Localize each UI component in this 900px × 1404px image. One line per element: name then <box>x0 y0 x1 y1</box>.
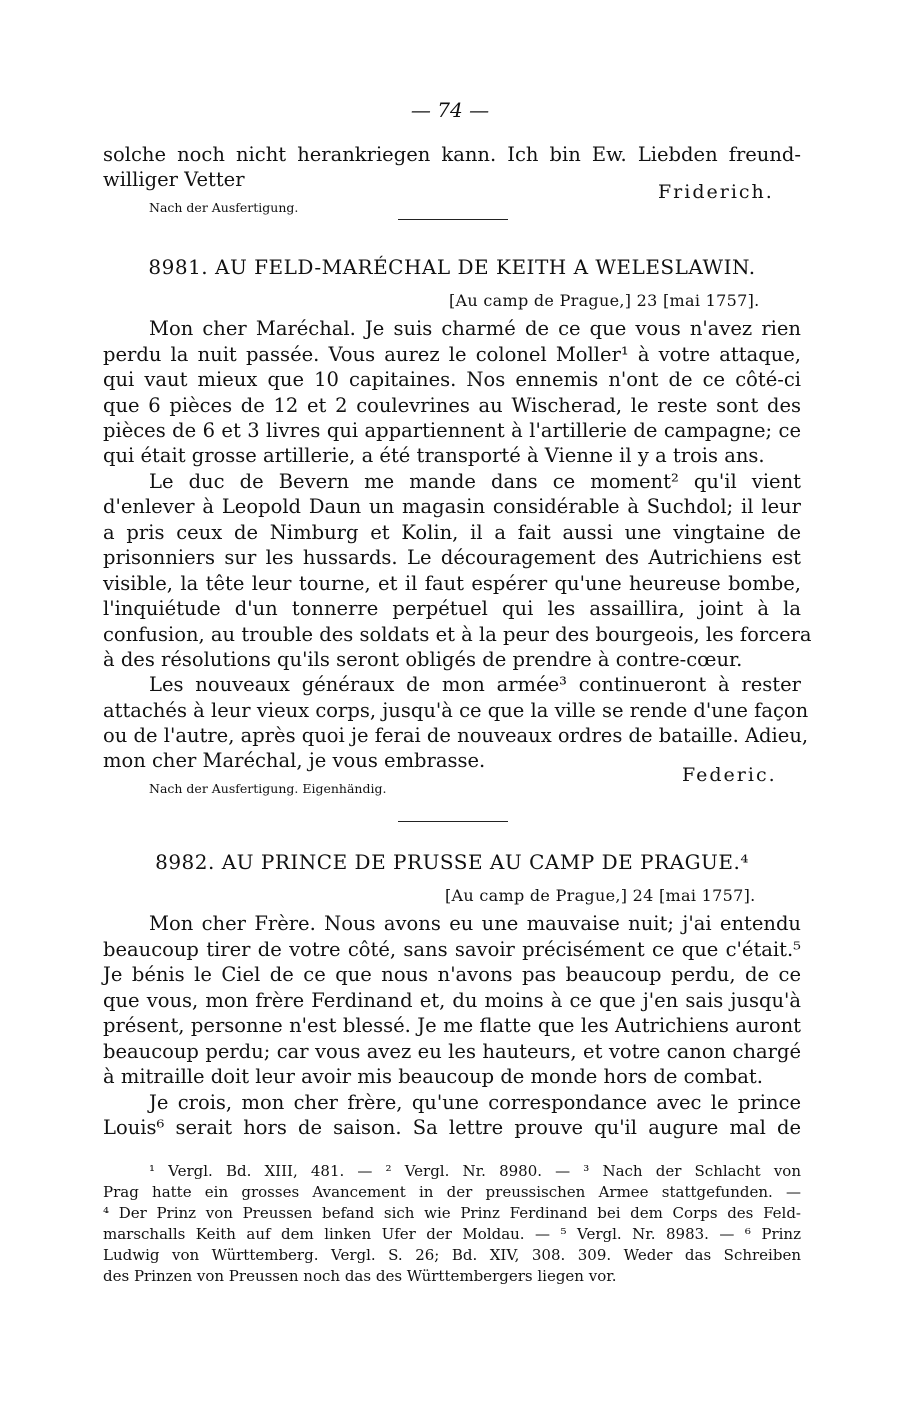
signature: Federic. <box>682 764 777 786</box>
text-line: qui était grosse artillerie, a été transporté à Vienne il y a trois ans. <box>103 444 765 467</box>
text-line: Mon cher Frère. Nous avons eu une mauvaise nuit; j'ai entendu <box>149 912 801 935</box>
dateline: [Au camp de Prague,] 23 [mai 1757]. <box>449 291 760 310</box>
source-note: Nach der Ausfertigung. <box>149 200 299 215</box>
text-line: Louis⁶ serait hors de saison. Sa lettre prouve qu'il augure mal de <box>103 1116 801 1139</box>
text-line: attachés à leur vieux corps, jusqu'à ce que la ville se rende d'une façon <box>103 699 809 722</box>
text-line: d'enlever à Leopold Daun un magasin considérable à Suchdol; il leur <box>103 495 801 518</box>
text-line: que 6 pièces de 12 et 2 coulevrines au Wischerad, le reste sont des <box>103 394 801 417</box>
signature: Friderich. <box>658 181 774 203</box>
text-line: que vous, mon frère Ferdinand et, du moins à ce que j'en sais jusqu'à <box>103 989 801 1012</box>
text-line: ou de l'autre, après quoi je ferai de nouveaux ordres de bataille. Adieu, <box>103 724 809 747</box>
footnote-line: ¹ Vergl. Bd. XIII, 481. — ² Vergl. Nr. 8980. — ³ Nach der Schlacht von <box>149 1162 801 1180</box>
text-line: Je crois, mon cher frère, qu'une correspondance avec le prince <box>149 1091 801 1114</box>
text-line: a pris ceux de Nimburg et Kolin, il a fait aussi une vingtaine de <box>103 521 801 544</box>
footnote-line: Ludwig von Württemberg. Vergl. S. 26; Bd. XIV, 308. 309. Weder das Schreiben <box>103 1246 801 1264</box>
text-line: williger Vetter <box>103 168 245 191</box>
text-line: présent, personne n'est blessé. Je me flatte que les Autrichiens auront <box>103 1014 801 1037</box>
text-line: Mon cher Maréchal. Je suis charmé de ce que vous n'avez rien <box>149 317 801 340</box>
text-line: Je bénis le Ciel de ce que nous n'avons pas beaucoup perdu, de ce <box>103 963 801 986</box>
footnote-line: des Prinzen von Preussen noch das des Württembergers liegen vor. <box>103 1267 617 1285</box>
section-divider <box>398 821 508 822</box>
text-line: à des résolutions qu'ils seront obligés de prendre à contre-cœur. <box>103 648 743 671</box>
text-line: solche noch nicht herankriegen kann. Ich bin Ew. Liebden freund- <box>103 143 801 166</box>
text-line: à mitraille doit leur avoir mis beaucoup de monde hors de combat. <box>103 1065 763 1088</box>
text-line: confusion, au trouble des soldats et à la peur des bourgeois, les forcera <box>103 623 812 646</box>
text-line: qui vaut mieux que 10 capitaines. Nos ennemis n'ont de ce côté-ci <box>103 368 801 391</box>
text-line: mon cher Maréchal, je vous embrasse. <box>103 749 486 772</box>
text-line: beaucoup perdu; car vous avez eu les hauteurs, et votre canon chargé <box>103 1040 801 1063</box>
page-number: — 74 — <box>410 98 490 122</box>
text-line: Les nouveaux généraux de mon armée³ continueront à rester <box>149 673 801 696</box>
section-divider <box>398 219 508 220</box>
footnote-line: marschalls Keith auf dem linken Ufer der Moldau. — ⁵ Vergl. Nr. 8983. — ⁶ Prinz <box>103 1225 801 1243</box>
text-line: visible, la tête leur tourne, et il faut espérer qu'une heureuse bombe, <box>103 572 801 595</box>
letter-heading: 8981. AU FELD-MARÉCHAL DE KEITH A WELESLAWIN. <box>148 255 756 279</box>
text-line: l'inquiétude d'un tonnerre perpétuel qui les assaillira, joint à la <box>103 597 801 620</box>
dateline: [Au camp de Prague,] 24 [mai 1757]. <box>445 886 756 905</box>
source-note: Nach der Ausfertigung. Eigenhändig. <box>149 781 387 796</box>
letter-heading: 8982. AU PRINCE DE PRUSSE AU CAMP DE PRAGUE.⁴ <box>155 850 749 874</box>
text-line: prisonniers sur les hussards. Le découragement des Autrichiens est <box>103 546 801 569</box>
footnote-line: ⁴ Der Prinz von Preussen befand sich wie Prinz Ferdinand bei dem Corps des Feld- <box>103 1204 801 1222</box>
text-line: Le duc de Bevern me mande dans ce moment² qu'il vient <box>149 470 801 493</box>
text-line: perdu la nuit passée. Vous aurez le colonel Moller¹ à votre attaque, <box>103 343 801 366</box>
text-line: pièces de 6 et 3 livres qui appartiennent à l'artillerie de campagne; ce <box>103 419 801 442</box>
footnote-line: Prag hatte ein grosses Avancement in der preussischen Armee stattgefunden. — <box>103 1183 801 1201</box>
text-line: beaucoup tirer de votre côté, sans savoir précisément ce que c'était.⁵ <box>103 938 801 961</box>
